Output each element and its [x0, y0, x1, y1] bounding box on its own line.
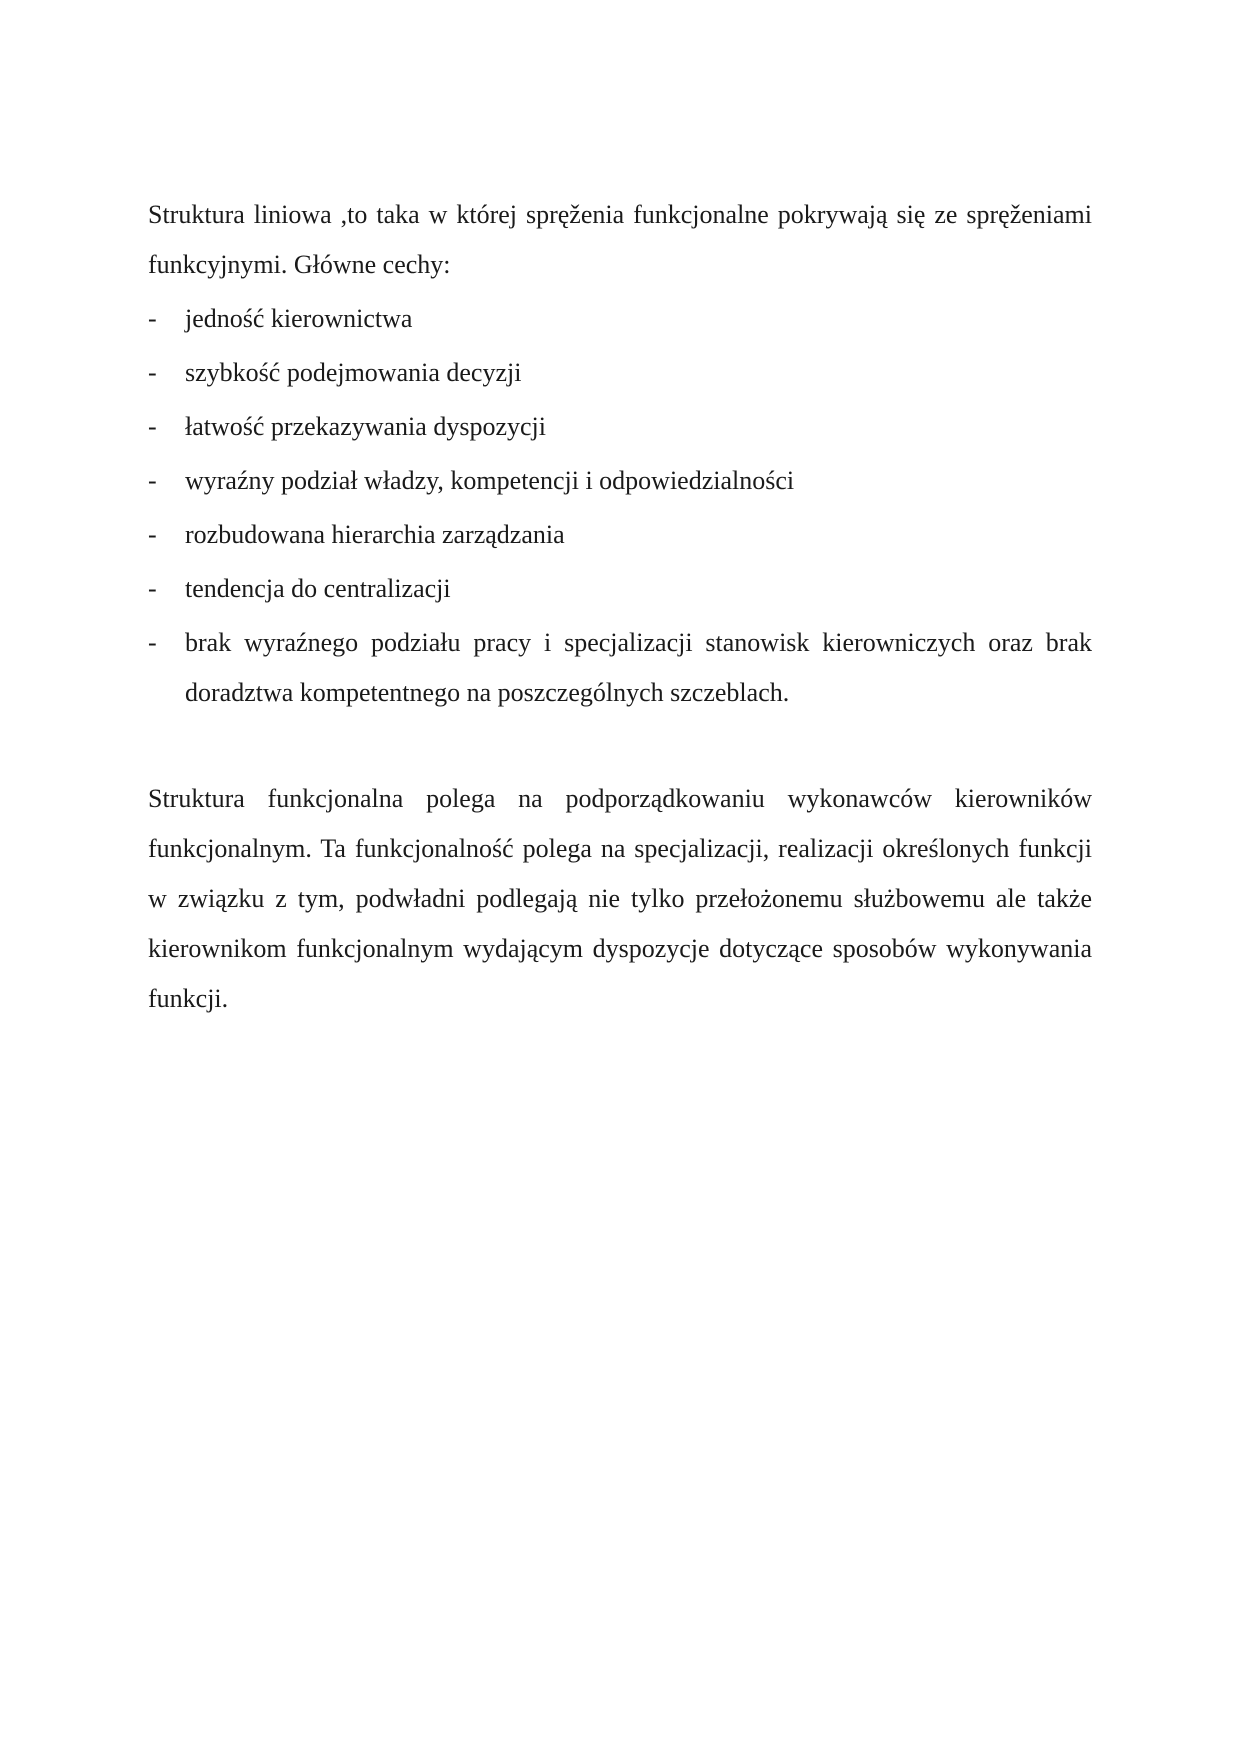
bullet-dash: -: [148, 304, 157, 333]
bullet-dash: -: [148, 358, 157, 387]
paragraph-linear-structure: Struktura liniowa ,to taka w której spręženia funkcjonalne pokrywają się ze spręženiami funkcyjnymi. Główne cechy:: [148, 200, 1092, 279]
list-item-text: jedność kierownictwa: [185, 304, 413, 333]
list-item: [148, 402, 1092, 452]
list-item-text: wyraźny podział władzy, kompetencji i odpowiedzialności: [185, 466, 795, 495]
paragraph-spacer: [148, 722, 1092, 774]
bullet-dash: -: [148, 520, 157, 549]
list-item: [148, 618, 1092, 718]
list-item-text: łatwość przekazywania dyspozycji: [185, 412, 546, 441]
bullet-dash: -: [148, 628, 157, 657]
features-list: [148, 294, 1092, 718]
list-item: [148, 456, 1092, 506]
list-item-text: tendencja do centralizacji: [185, 574, 451, 603]
list-item-text: szybkość podejmowania decyzji: [185, 358, 522, 387]
bullet-dash: -: [148, 412, 157, 441]
list-item: [148, 348, 1092, 398]
bullet-dash: -: [148, 466, 157, 495]
list-item: [148, 294, 1092, 344]
paragraph-functional-structure: Struktura funkcjonalna polega na podporządkowaniu wykonawców kierowników funkcjonalnym. Ta funkcjonalność polega na specjalizacji, realizacji określonych funkcji w związku z tym, podwładni podlegają nie tylko przełożonemu służbowemu ale także kierownikom funkcjonalnym wydającym dyspozycje dotyczące sposobów wykonywania funkcji.: [148, 784, 1092, 1013]
bullet-dash: -: [148, 574, 157, 603]
document-page: [148, 190, 1092, 1024]
list-item-text: rozbudowana hierarchia zarządzania: [185, 520, 565, 549]
list-item: [148, 564, 1092, 614]
list-item-text: brak wyraźnego podziału pracy i specjalizacji stanowisk kierowniczych oraz brak doradztwa kompetentnego na poszczególnych szczeblach.: [185, 628, 1092, 707]
list-item: [148, 510, 1092, 560]
